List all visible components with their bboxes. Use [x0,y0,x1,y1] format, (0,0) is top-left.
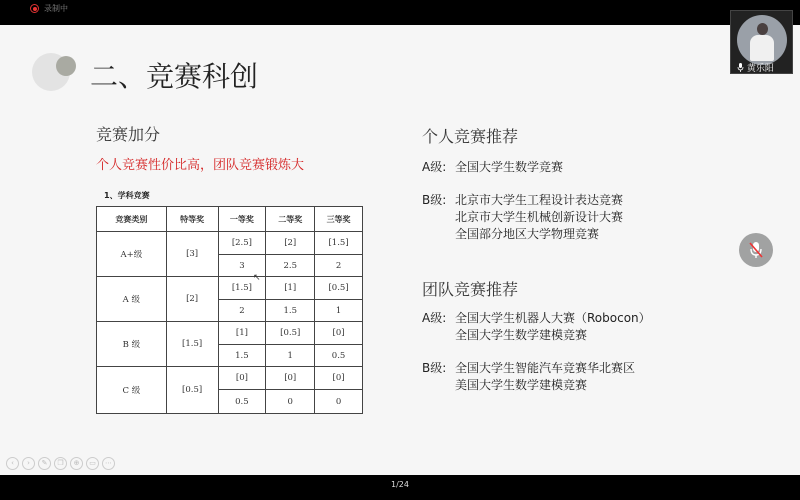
table-cell: [0.5] [315,277,363,300]
table-cell: 1 [266,345,315,367]
zoom-icon[interactable]: ⊕ [70,457,83,470]
recording-label: 录制中 [44,4,68,13]
level-label: B级: [422,361,447,375]
special-prize-cell: [0.5] [166,367,218,414]
table-row [97,322,363,345]
header-cell: 一等奖 [218,207,266,232]
header-cell: 特等奖 [166,207,218,232]
competition-score-table [96,206,363,413]
list-item: 全国大学生数学建模竞赛 [455,328,588,342]
table-cell: [1.5] [218,277,266,300]
table-caption: 1、学科竞赛 [104,191,150,200]
category-cell: A+级 [97,232,167,277]
list-item: 北京市大学生工程设计表达竞赛 [455,193,624,207]
table-cell: 2 [315,255,363,277]
header-cell: 二等奖 [266,207,315,232]
slide-title: 二、竞赛科创 [90,60,259,93]
category-cell: B 级 [97,322,167,367]
record-icon [30,4,39,13]
special-prize-cell: [3] [166,232,218,277]
copy-icon[interactable]: ❐ [54,457,67,470]
person-head-shape [757,23,768,35]
team-competition-heading: 团队竞赛推荐 [422,280,519,299]
pen-icon[interactable]: ✎ [38,457,51,470]
table-cell: [0.5] [266,322,315,345]
table-cell: 1.5 [218,345,266,367]
category-cell: C 级 [97,367,167,414]
presentation-slide [0,25,800,475]
table-cell: [0] [218,367,266,390]
level-label: B级: [422,193,447,207]
table-cell: 0 [315,390,363,414]
decor-circle-small [56,56,76,76]
table-cell: [1] [266,277,315,300]
list-item: 全国大学生数学竞赛 [455,160,564,174]
table-cell: 1.5 [266,300,315,322]
camera-video [737,15,787,65]
mouse-cursor-icon: ↖ [253,273,261,283]
table-cell: 0.5 [218,390,266,414]
individual-competition-heading: 个人竞赛推荐 [422,127,519,146]
camera-username [737,61,774,74]
table-header-row [97,207,363,232]
header-cell: 竞赛类别 [97,207,167,232]
level-label: A级: [422,160,447,174]
special-prize-cell: [2] [166,277,218,322]
bottom-bar [0,475,800,500]
microphone-icon [737,63,744,72]
table-cell: [0] [315,322,363,345]
table-row [97,277,363,300]
screen-icon[interactable]: ▭ [86,457,99,470]
page-indicator: 1/24 [391,480,409,489]
list-item: 全国部分地区大学物理竞赛 [455,227,600,241]
table-cell: 2 [218,300,266,322]
list-item: 北京市大学生机械创新设计大赛 [455,210,624,224]
microphone-muted-icon [749,241,763,259]
highlight-text: 个人竞赛性价比高，团队竞赛锻炼大 [96,158,305,173]
competition-bonus-heading: 竞赛加分 [96,125,161,144]
table-row [97,232,363,255]
table-cell: [0] [266,367,315,390]
camera-preview[interactable] [730,10,793,74]
slide-controls [6,457,115,470]
table-row [97,367,363,390]
special-prize-cell: [1.5] [166,322,218,367]
recording-indicator [30,3,68,14]
table-cell: 0 [266,390,315,414]
table-cell: 3 [218,255,266,277]
table-cell: [0] [315,367,363,390]
level-label: A级: [422,311,447,325]
mute-microphone-button[interactable] [739,233,773,267]
top-bar [0,0,800,25]
category-cell: A 级 [97,277,167,322]
table-cell: 2.5 [266,255,315,277]
table-cell: [2] [266,232,315,255]
list-item: 全国大学生智能汽车竞赛华北赛区 [455,361,636,375]
table-cell: 0.5 [315,345,363,367]
table-cell: [1] [218,322,266,345]
header-cell: 三等奖 [315,207,363,232]
person-body-shape [750,35,774,61]
next-icon[interactable]: › [22,457,35,470]
prev-icon[interactable]: ‹ [6,457,19,470]
table-cell: 1 [315,300,363,322]
table-cell: [2.5] [218,232,266,255]
camera-username-text: 黄乐阳 [746,64,774,74]
more-icon[interactable]: ⋯ [102,457,115,470]
list-item: 美国大学生数学建模竞赛 [455,378,588,392]
table-cell: [1.5] [315,232,363,255]
list-item: 全国大学生机器人大赛（Robocon） [455,311,651,325]
